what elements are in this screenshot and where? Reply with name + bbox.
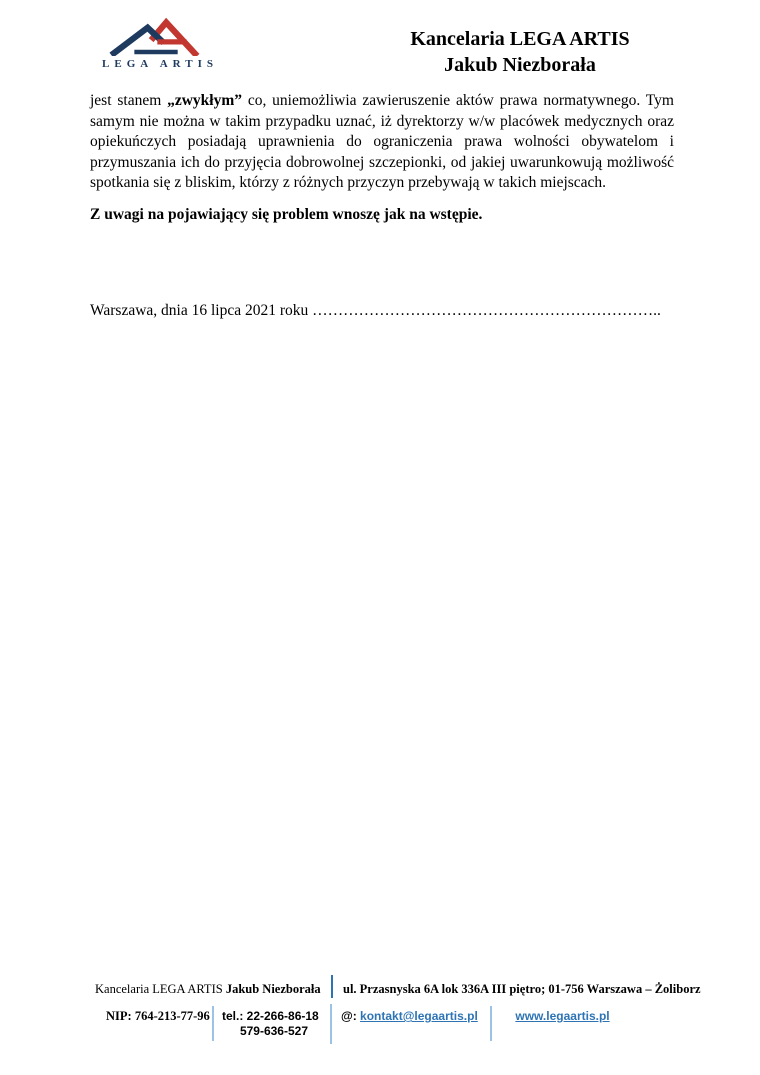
footer-email-link[interactable]: kontakt@legaartis.pl bbox=[360, 1009, 478, 1023]
paragraph-main-bold-word: „zwykłym” bbox=[167, 92, 243, 109]
letter-body bbox=[90, 91, 674, 322]
footer-address: ul. Przasnyska 6A lok 336A III piętro; 01-756 Warszawa – Żoliborz bbox=[343, 982, 701, 996]
footer-firm-regular: Kancelaria LEGA ARTIS bbox=[95, 982, 226, 996]
footer-divider bbox=[331, 975, 333, 998]
footer-divider bbox=[490, 1006, 492, 1041]
letter-footer bbox=[0, 968, 760, 1058]
footer-website-block bbox=[505, 1009, 620, 1023]
paragraph-main-text-post: co, uniemożliwia zawieruszenie aktów prawa normatywnego. Tym samym nie można w takim przypadku uznać, iż dyrektorzy w/w placówek medycznych oraz opiekuńczych posiadają uprawnienia do ograniczenia prawa wolności obywatelom i przymuszania ich do przyjęcia dobrowolnej szczepionki, od jakiej uwarunkowują możliwość spotkania się z bliskim, którzy z różnych przyczyn przebywają w takich miejscach. bbox=[90, 92, 674, 191]
footer-email-prefix: @: bbox=[341, 1009, 357, 1023]
footer-nip: NIP: 764-213-77-96 bbox=[106, 1009, 210, 1023]
footer-phone-2: 579-636-527 bbox=[239, 1024, 308, 1038]
paragraph-main-text-pre: jest stanem bbox=[90, 92, 168, 109]
footer-email-block bbox=[341, 1009, 478, 1023]
paragraph-conclusion: Z uwagi na pojawiający się problem wnoszę jak na wstępie. bbox=[90, 205, 483, 223]
footer-website-link[interactable]: www.legaartis.pl bbox=[515, 1009, 610, 1023]
date-signature-line: Warszawa, dnia 16 lipca 2021 roku ………………………………………………………….. bbox=[90, 302, 661, 319]
footer-divider bbox=[330, 1004, 332, 1044]
footer-firm-bold: Jakub Niezborała bbox=[225, 982, 321, 996]
footer-phone-1: tel.: 22-266-86-18 bbox=[222, 1009, 319, 1023]
logo-brand-text: LEGA ARTIS bbox=[102, 58, 218, 70]
letterhead-title bbox=[380, 26, 660, 78]
firm-name: Kancelaria LEGA ARTIS bbox=[410, 28, 630, 50]
lega-artis-logo bbox=[100, 10, 220, 70]
footer-divider bbox=[212, 1006, 214, 1041]
logo-mountains-icon bbox=[100, 10, 220, 56]
lawyer-name: Jakub Niezborała bbox=[444, 54, 596, 76]
paragraph-main bbox=[90, 91, 674, 194]
footer-firm-name bbox=[95, 982, 321, 997]
footer-phone-numbers bbox=[222, 1009, 319, 1039]
